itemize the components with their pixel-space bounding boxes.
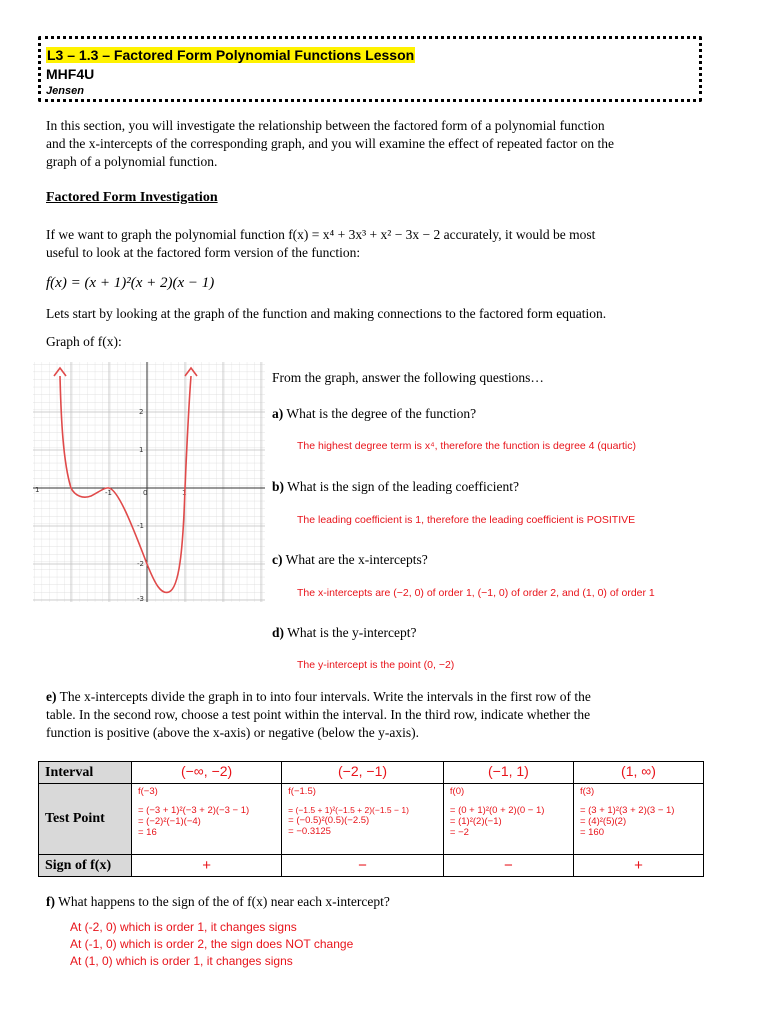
- test-point-step: = 16: [138, 827, 157, 838]
- question-e-label: e): [46, 689, 57, 704]
- table-row-interval: [39, 762, 704, 784]
- question-e-line-2: table. In the second row, choose a test point within the interval. In the third row, indicate whether the: [46, 707, 591, 722]
- question-b-label: b): [272, 479, 285, 494]
- x-tick-label: -1: [105, 489, 112, 497]
- question-d-label: d): [272, 625, 285, 640]
- row-header-test-point: Test Point: [39, 784, 132, 855]
- x-tick-label: 0: [143, 489, 148, 497]
- sign-cell: −: [282, 855, 444, 877]
- test-point-step: = (4)²(5)(2): [579, 816, 627, 827]
- question-e-line-1: [46, 688, 591, 706]
- question-f: [46, 893, 390, 911]
- test-point-step: = (0 + 1)²(0 + 2)(0 − 1): [449, 805, 545, 816]
- test-point-step: = −0.3125: [288, 826, 331, 837]
- answer-d: The y-intercept is the point (0, −2): [297, 659, 455, 671]
- test-point-step: = 160: [579, 827, 604, 838]
- question-c: [272, 552, 428, 568]
- test-point-cell: [282, 784, 444, 855]
- y-tick-label: -3: [137, 595, 144, 602]
- sign-cell: −: [443, 855, 573, 877]
- question-c-label: c): [272, 552, 283, 567]
- interval-cell: (1, ∞): [573, 762, 703, 784]
- question-b-text: What is the sign of the leading coefficient?: [287, 479, 519, 494]
- test-point-step: = (3 + 1)²(3 + 2)(3 − 1): [579, 805, 675, 816]
- investigation-line-1: If we want to graph the polynomial function f(x) = x⁴ + 3x³ + x² − 3x − 2 accurately, it would be most: [46, 227, 596, 242]
- test-point-cell: [132, 784, 282, 855]
- graph-grid: [33, 362, 265, 602]
- y-tick-label: -1: [137, 522, 144, 530]
- question-a-label: a): [272, 406, 284, 421]
- test-point-fx: f(−1.5): [288, 786, 316, 797]
- header-box: [38, 36, 702, 102]
- question-d-text: What is the y-intercept?: [287, 625, 417, 640]
- lets-start-text: Lets start by looking at the graph of the function and making connections to the factored form equation.: [46, 306, 607, 321]
- answer-a: The highest degree term is x⁴, therefore the function is degree 4 (quartic): [297, 440, 636, 452]
- test-point-cell: [573, 784, 703, 855]
- question-b: [272, 479, 519, 495]
- answer-f-line: At (1, 0) which is order 1, it changes signs: [70, 954, 293, 968]
- table-row-sign: [39, 855, 704, 877]
- test-point-fx: f(0): [449, 786, 465, 797]
- question-d: [272, 625, 416, 641]
- course-code: MHF4U: [46, 66, 95, 82]
- test-point-step: = (−0.5)²(0.5)(−2.5): [288, 815, 370, 826]
- y-tick-label: 2: [139, 408, 144, 416]
- sign-cell: +: [132, 855, 282, 877]
- test-point-step: = (1)²(2)(−1): [449, 816, 502, 827]
- lesson-title: L3 – 1.3 – Factored Form Polynomial Functions Lesson: [47, 47, 415, 63]
- intro-line-2: and the x-intercepts of the corresponding graph, and you will examine the effect of repeated factor on the: [46, 136, 615, 151]
- teacher-name: Jensen: [46, 85, 84, 97]
- y-tick-label: -2: [137, 560, 144, 568]
- x-tick-label: 1: [182, 489, 187, 497]
- factored-form: f(x) = (x + 1)²(x + 2)(x − 1): [46, 275, 215, 291]
- question-f-text: What happens to the sign of the of f(x) near each x-intercept?: [58, 894, 390, 909]
- answer-b: The leading coefficient is 1, therefore the leading coefficient is POSITIVE: [297, 514, 636, 526]
- test-point-step: = (−1.5 + 1)²(−1.5 + 2)(−1.5 − 1): [288, 805, 409, 815]
- interval-cell: (−2, −1): [282, 762, 444, 784]
- questions-intro: From the graph, answer the following questions…: [272, 370, 544, 385]
- section-heading: Factored Form Investigation: [46, 190, 218, 205]
- interval-cell: (−1, 1): [443, 762, 573, 784]
- question-a: [272, 406, 476, 422]
- test-point-fx: f(3): [579, 786, 595, 797]
- interval-cell: (−∞, −2): [132, 762, 282, 784]
- table-row-test-point: [39, 784, 704, 855]
- question-c-text: What are the x-intercepts?: [285, 552, 428, 567]
- answer-c: The x-intercepts are (−2, 0) of order 1, (−1, 0) of order 2, and (1, 0) of order 1: [297, 587, 655, 599]
- test-point-fx: f(−3): [138, 786, 158, 797]
- y-tick-label: 1: [139, 446, 144, 454]
- intro-line-1: In this section, you will investigate the relationship between the factored form of a polynomial function: [46, 118, 605, 133]
- investigation-line-2: useful to look at the factored form version of the function:: [46, 245, 361, 260]
- row-header-interval: Interval: [39, 762, 132, 784]
- intervals-table: [38, 761, 704, 877]
- question-e-line-3: function is positive (above the x-axis) or negative (below the y-axis).: [46, 725, 420, 740]
- question-e-text-1: The x-intercepts divide the graph in to into four intervals. Write the intervals in the first row of the: [59, 689, 591, 704]
- row-header-sign: Sign of f(x): [39, 855, 132, 877]
- test-point-step: = (−2)²(−1)(−4): [138, 816, 201, 827]
- test-point-step: = −2: [449, 827, 469, 838]
- question-f-label: f): [46, 894, 55, 909]
- function-graph: [33, 362, 265, 602]
- answer-f-line: At (-1, 0) which is order 2, the sign does NOT change: [70, 937, 354, 951]
- test-point-step: = (−3 + 1)²(−3 + 2)(−3 − 1): [138, 805, 250, 816]
- sign-cell: +: [573, 855, 703, 877]
- x-tick-label: 1: [35, 486, 40, 494]
- question-a-text: What is the degree of the function?: [286, 406, 477, 421]
- intro-line-3: graph of a polynomial function.: [46, 154, 218, 169]
- test-point-cell: [443, 784, 573, 855]
- answer-f-line: At (-2, 0) which is order 1, it changes signs: [70, 920, 297, 934]
- graph-label: Graph of f(x):: [46, 334, 122, 349]
